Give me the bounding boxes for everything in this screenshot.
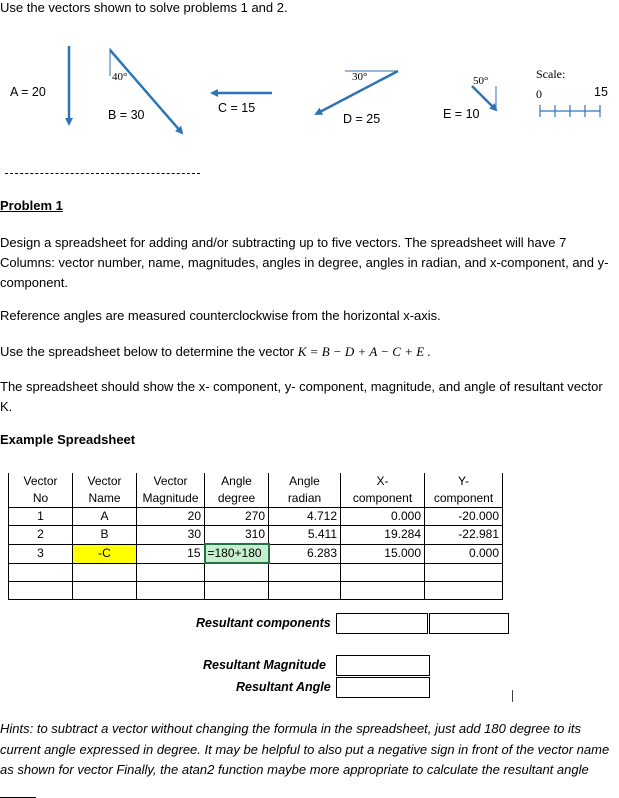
- problem1-title: Problem 1: [0, 198, 63, 213]
- table-row: [9, 526, 503, 545]
- cell[interactable]: 15.000: [341, 544, 425, 563]
- vector-a-angle: 40°: [112, 71, 128, 83]
- header-cell: X-: [341, 473, 425, 490]
- cell[interactable]: 19.284: [341, 526, 425, 545]
- header-cell: Vector: [73, 473, 137, 490]
- scale-title: Scale:: [536, 67, 566, 81]
- vector-e-angle: 50°: [473, 75, 489, 87]
- empty-cell[interactable]: [137, 563, 205, 582]
- cell[interactable]: -22.981: [425, 526, 503, 545]
- header-cell: Magnitude: [137, 490, 205, 508]
- cell[interactable]: 2: [9, 526, 73, 545]
- empty-cell[interactable]: [269, 563, 341, 582]
- header-cell: radian: [269, 490, 341, 508]
- vector-equation: K = B − D + A − C + E .: [297, 344, 431, 359]
- header-cell: Angle: [205, 473, 269, 490]
- cell[interactable]: 0.000: [341, 508, 425, 526]
- resultant-angle-box[interactable]: [336, 677, 430, 698]
- table-row-empty: [9, 582, 503, 600]
- table-row-empty: [9, 563, 503, 582]
- resultant-magnitude-box[interactable]: [336, 655, 430, 676]
- cell[interactable]: 1: [9, 508, 73, 526]
- cell[interactable]: B: [73, 526, 137, 545]
- header-cell: Vector: [9, 473, 73, 490]
- empty-cell[interactable]: [425, 582, 503, 600]
- hints-content: Hints: to subtract a vector without changing the formula in the spreadsheet, just add 180 degree to its current angle expressed in degree. It may be helpful to also put a negative sign in front of the vector name as shown for vector Finally, the atan2 function maybe more appropriate to calculate the resultant angle: [0, 721, 610, 777]
- cell[interactable]: 3: [9, 544, 73, 563]
- vector-e-label: E = 10: [443, 107, 480, 121]
- empty-cell[interactable]: [205, 563, 269, 582]
- header-cell: Y-: [425, 473, 503, 490]
- resultant-y-box[interactable]: [429, 613, 509, 634]
- cell[interactable]: 270: [205, 508, 269, 526]
- empty-cell[interactable]: [73, 582, 137, 600]
- cell[interactable]: 20: [137, 508, 205, 526]
- header-cell: No: [9, 490, 73, 508]
- empty-cell[interactable]: [341, 582, 425, 600]
- empty-cell[interactable]: [73, 563, 137, 582]
- header-cell: Vector: [137, 473, 205, 490]
- vector-a-label: A = 20: [10, 85, 46, 99]
- problem1-paragraph4: The spreadsheet should show the x- component, y- component, magnitude, and angle of resultant vector K.: [0, 379, 603, 414]
- empty-cell[interactable]: [205, 582, 269, 600]
- header-row-top: [9, 473, 503, 490]
- vector-d-label: D = 25: [343, 112, 381, 126]
- scale-min: 0: [536, 87, 542, 101]
- empty-cell[interactable]: [269, 582, 341, 600]
- hints-text: [0, 719, 615, 781]
- cell[interactable]: A: [73, 508, 137, 526]
- empty-cell[interactable]: [9, 563, 73, 582]
- resultant-components-label: Resultant components: [196, 616, 331, 630]
- resultant-magnitude-label: Resultant Magnitude: [203, 658, 326, 672]
- scale-max: 15: [594, 85, 608, 99]
- cell[interactable]: 4.712: [269, 508, 341, 526]
- text-cursor: [512, 690, 513, 702]
- table-row: [9, 544, 503, 563]
- paragraph3-prefix: Use the spreadsheet below to determine the vector: [0, 344, 295, 359]
- resultant-x-box[interactable]: [336, 613, 428, 634]
- problem1-paragraph3: [0, 342, 615, 362]
- header-cell: degree: [205, 490, 269, 508]
- resultant-angle-label: Resultant Angle: [236, 680, 331, 694]
- header-row-bottom: [9, 490, 503, 508]
- empty-cell[interactable]: [341, 563, 425, 582]
- cell[interactable]: 5.411: [269, 526, 341, 545]
- vector-d-angle: 30°: [352, 71, 368, 83]
- table-row: [9, 508, 503, 526]
- header-cell: component: [341, 490, 425, 508]
- example-spreadsheet: [8, 473, 503, 600]
- empty-cell[interactable]: [425, 563, 503, 582]
- vector-c-label: C = 15: [218, 101, 256, 115]
- cell[interactable]: 30: [137, 526, 205, 545]
- header-cell: Angle: [269, 473, 341, 490]
- dashed-separator: [5, 173, 200, 174]
- cell[interactable]: 310: [205, 526, 269, 545]
- problem1-paragraph1: Design a spreadsheet for adding and/or subtracting up to five vectors. The spreadsheet will have 7 Columns: vector number, name, magnitudes, angles in degree, angles in radian, and x-component, and y-component.: [0, 235, 609, 290]
- header-cell: component: [425, 490, 503, 508]
- vector-b-label: B = 30: [108, 108, 145, 122]
- header-cell: Name: [73, 490, 137, 508]
- cell[interactable]: 15: [137, 544, 205, 563]
- cell[interactable]: -20.000: [425, 508, 503, 526]
- empty-cell[interactable]: [137, 582, 205, 600]
- vectors-diagram: [0, 38, 619, 138]
- intro-text: Use the vectors shown to solve problems 1 and 2.: [0, 0, 288, 15]
- highlighted-cell[interactable]: -C: [73, 544, 137, 563]
- cell[interactable]: 6.283: [269, 544, 341, 563]
- example-spreadsheet-title: Example Spreadsheet: [0, 432, 136, 447]
- selected-formula-cell[interactable]: =180+180: [205, 544, 269, 563]
- problem1-paragraph2: Reference angles are measured counterclockwise from the horizontal x-axis.: [0, 308, 441, 323]
- empty-cell[interactable]: [9, 582, 73, 600]
- cell[interactable]: 0.000: [425, 544, 503, 563]
